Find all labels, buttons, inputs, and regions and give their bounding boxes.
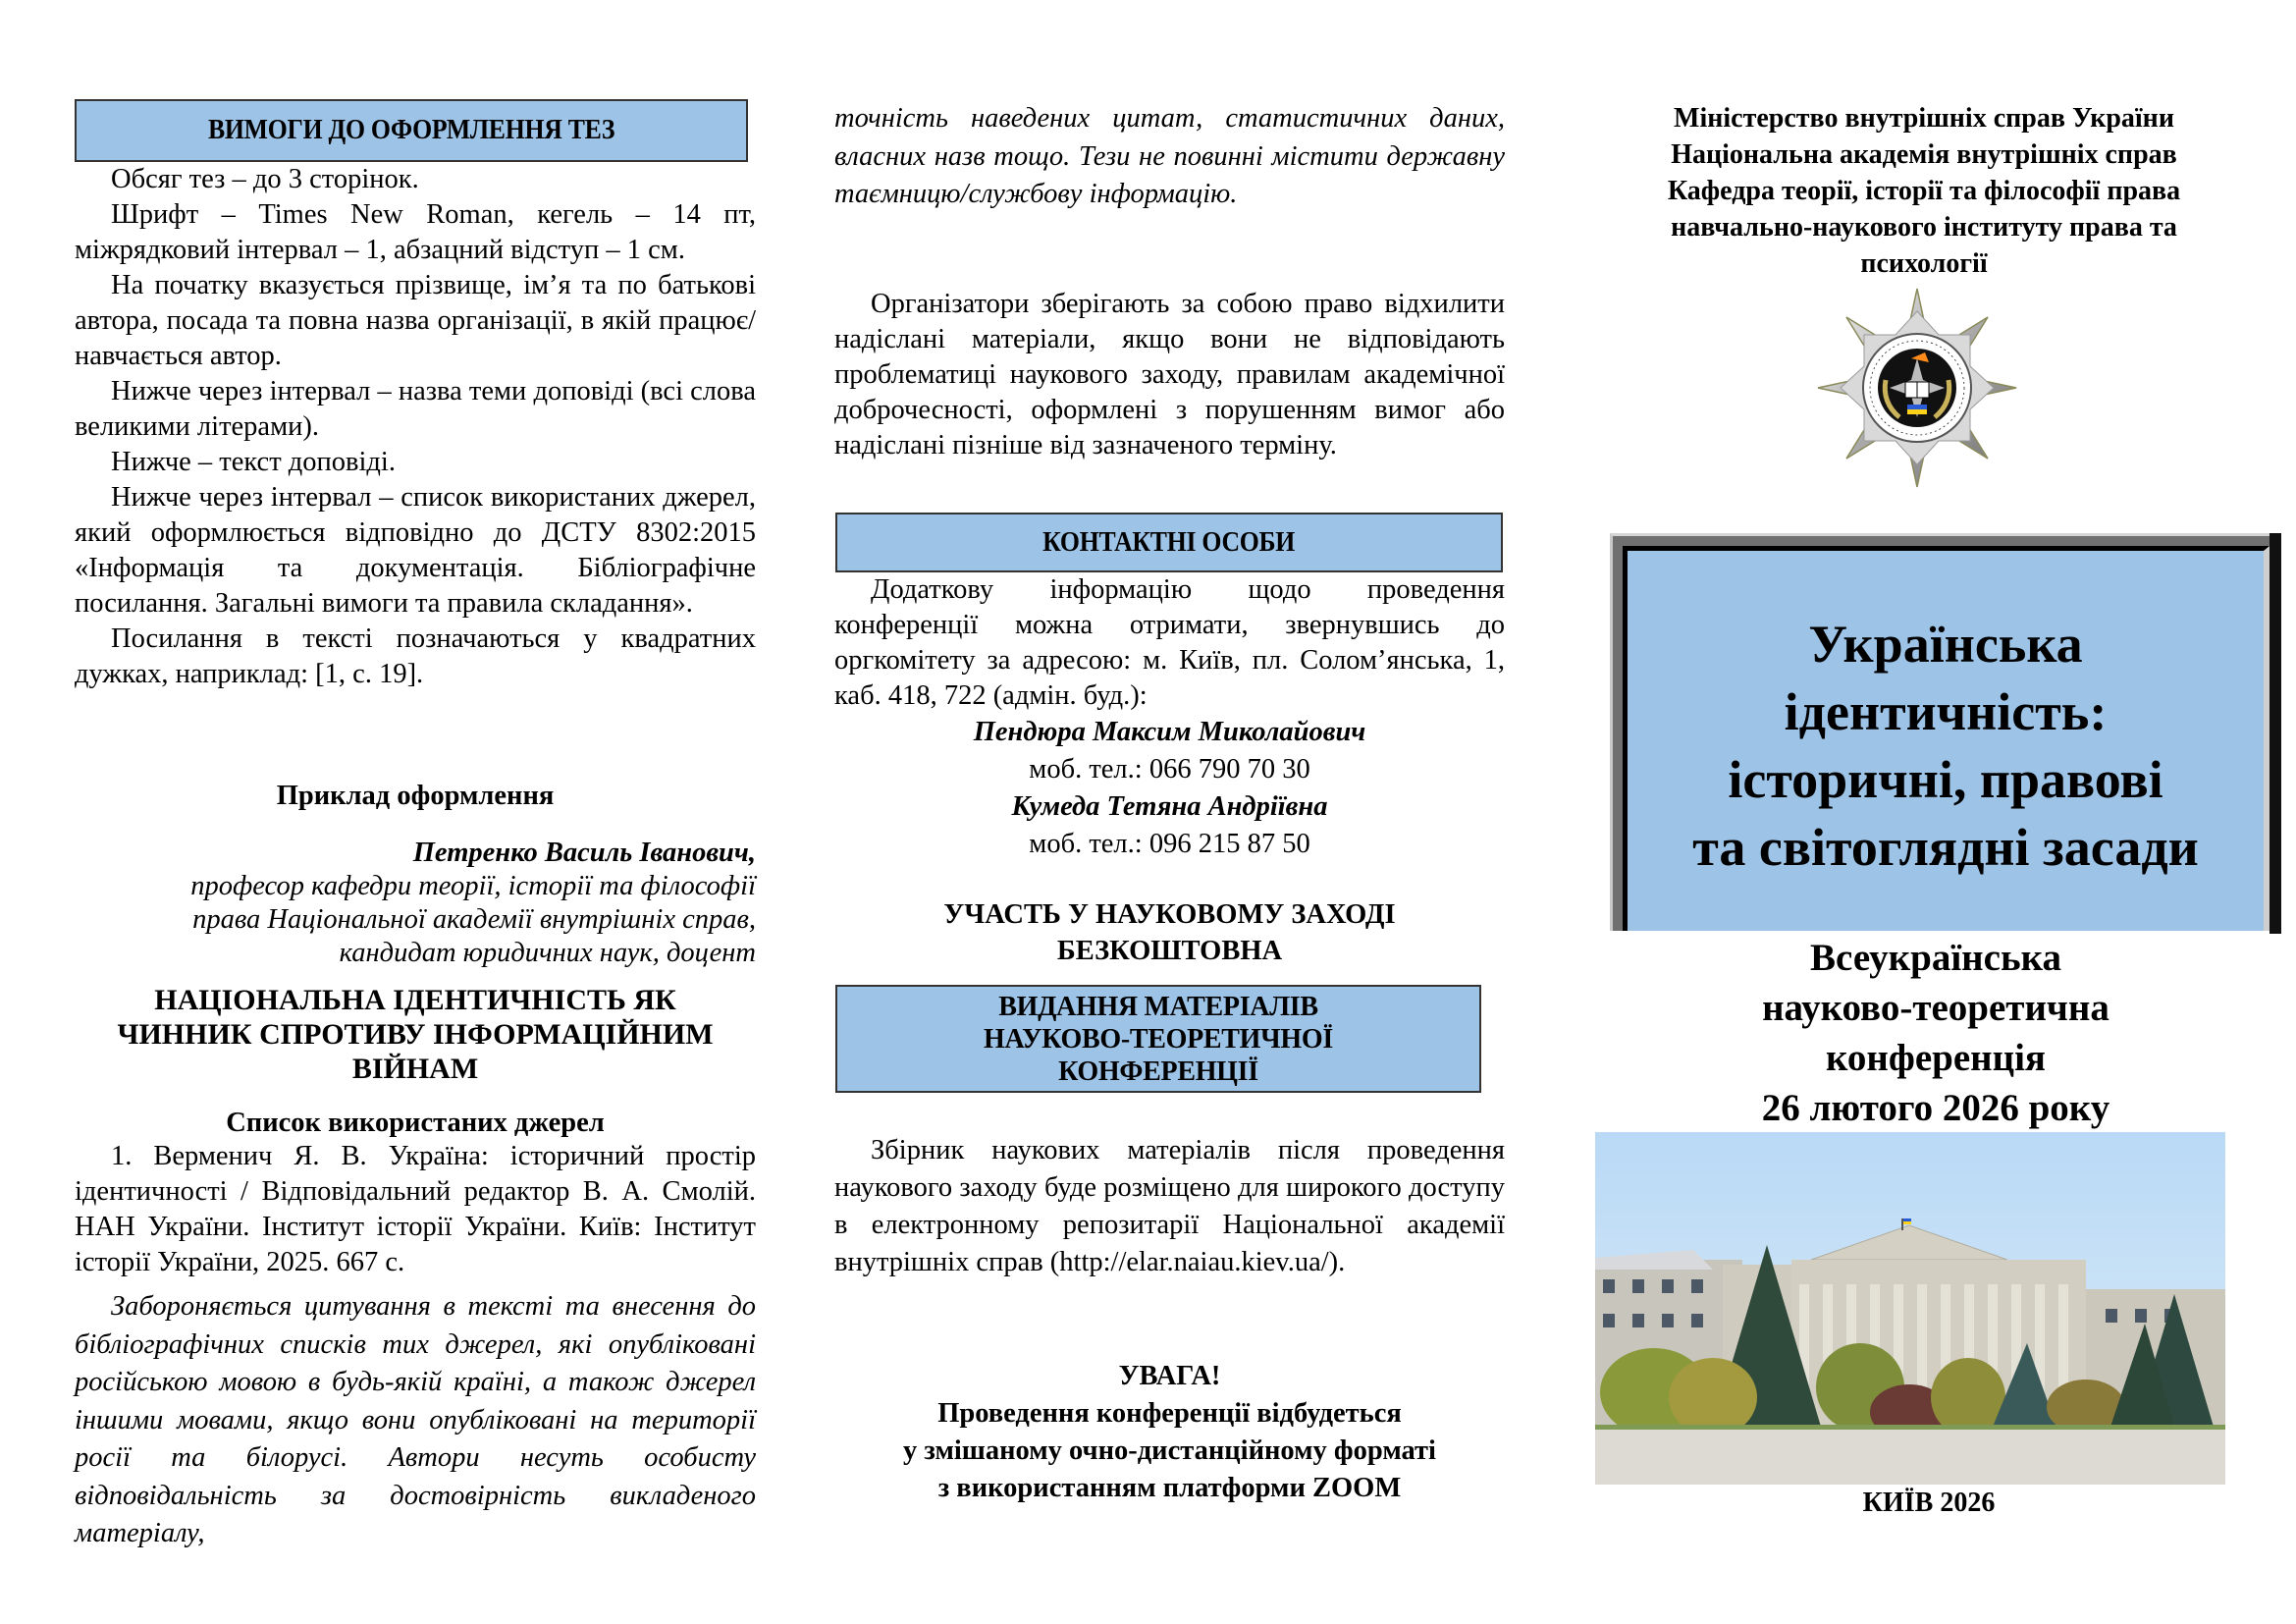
example-title-line: ЧИННИК СПРОТИВУ ІНФОРМАЦІЙНИМ — [117, 1018, 714, 1051]
citation-warning: Забороняється цитування в тексті та внесення до бібліографічних списків тих джерел, які опубліковані російською мовою в будь-якій країні, а також джерел іншими мовами, якщо вони опубліковані на території росії та білорусі. Автори несуть особисту відповідальність за достовірність викладеного матеріалу, — [75, 1291, 756, 1548]
academy-emblem-icon — [1816, 287, 2018, 489]
org-line: Національна академія внутрішніх справ — [1671, 139, 2177, 170]
org-line: навчально-наукового інституту права та — [1671, 212, 2177, 243]
contacts-block — [834, 572, 1505, 863]
attention-line: з використанням платформи ZOOM — [937, 1473, 1402, 1503]
example-position-line: професор кафедри теорії, історії та філософії — [190, 871, 756, 901]
requirement-item: Обсяг тез – до 3 сторінок. — [111, 164, 419, 194]
org-line: Кафедра теорії, історії та філософії права — [1667, 176, 2181, 206]
example-position-line: права Національної академії внутрішніх справ, — [192, 904, 756, 935]
requirements-list — [75, 162, 756, 692]
attention-block — [834, 1358, 1505, 1507]
publication-heading-line: ВИДАННЯ МАТЕРІАЛІВ — [998, 991, 1318, 1022]
conference-type-line: науково-теоретична — [1762, 987, 2109, 1029]
contact-name: Пендюра Максим Миколайович — [973, 717, 1366, 747]
conference-type-line: конференція — [1825, 1037, 2047, 1079]
example-title — [75, 983, 756, 1086]
organization-block — [1590, 100, 2258, 282]
requirement-item: Нижче через інтервал – список використаних джерел, який оформлюється відповідно до ДСТУ 8302:2015 «Інформація та документація. Бібліографічне посилання. Загальні вимоги та правила складання». — [75, 482, 756, 619]
requirement-item: Нижче через інтервал – назва теми доповіді (всі слова великими літерами). — [75, 376, 756, 442]
sources-list — [75, 1139, 756, 1280]
example-author-block — [75, 837, 756, 970]
footer-city-year: КИЇВ 2026 — [1862, 1488, 1996, 1518]
example-heading: Приклад оформлення — [276, 781, 555, 811]
publication-heading-box — [835, 985, 1481, 1093]
requirement-item: Посилання в тексті позначаються у квадратних дужках, наприклад: [1, с. 19]. — [75, 623, 756, 689]
requirement-item: На початку вказується прізвище, ім’я та по батькові автора, посада та повна назва організації, в якій працює/навчається автор. — [75, 270, 756, 371]
org-line: Міністерство внутрішніх справ України — [1674, 103, 2174, 134]
conference-title-box — [1623, 546, 2269, 931]
contacts-heading-box — [835, 513, 1503, 572]
example-title-line: НАЦІОНАЛЬНА ІДЕНТИЧНІСТЬ ЯК — [154, 984, 676, 1016]
contact-phone: моб. тел.: 096 215 87 50 — [1029, 829, 1310, 859]
attention-line: Проведення конференції відбудеться — [937, 1398, 1402, 1429]
conference-info — [1602, 933, 2269, 1133]
example-title-line: ВІЙНАМ — [351, 1053, 479, 1085]
publication-heading-line: КОНФЕРЕНЦІЇ — [1058, 1056, 1258, 1087]
requirement-item: Шрифт – Times New Roman, кегель – 14 пт, міжрядковий інтервал – 1, абзацний відступ – 1 см. — [75, 199, 756, 265]
publication-text: Збірник наукових матеріалів після проведення наукового заходу буде розміщено для широкого доступу в електронному репозитарії Національної академії внутрішніх справ (http://elar.naiau.kiev.ua/). — [834, 1135, 1505, 1277]
requirement-item: Нижче – текст доповіді. — [111, 447, 396, 477]
requirements-heading-box — [75, 99, 748, 162]
conference-title: Українська ідентичність: історичні, правові та світоглядні засади — [1692, 614, 2199, 877]
free-participation: УЧАСТЬ У НАУКОВОМУ ЗАХОДІ БЕЗКОШТОВНА — [943, 899, 1396, 966]
citation-warning-continued: точність наведених цитат, статистичних даних, власних назв тощо. Тези не повинні містити державну таємницю/службову інформацію. — [834, 103, 1505, 209]
organizers-note: Організатори зберігають за собою право відхилити надіслані матеріали, якщо вони не відповідають проблематиці наукового заходу, правилам академічної доброчесності, оформлені з порушенням вимог або надіслані пізніше від зазначеного терміну. — [834, 289, 1505, 460]
example-author: Петренко Василь Іванович, — [412, 838, 756, 868]
source-item: 1. Верменич Я. В. Україна: історичний простір ідентичності / Відповідальний редактор В. А. Смолій. НАН України. Інститут історії України. Київ: Інститут історії України, 2025. 667 с. — [75, 1141, 756, 1277]
academy-building-photo — [1595, 1132, 2225, 1485]
example-position-line: кандидат юридичних наук, доцент — [339, 938, 756, 968]
conference-date: 26 лютого 2026 року — [1761, 1087, 2110, 1129]
org-line: психології — [1860, 248, 1988, 279]
contact-phone: моб. тел.: 066 790 70 30 — [1029, 754, 1310, 785]
contacts-intro: Додаткову інформацію щодо проведення конференції можна отримати, звернувшись до оргкомітету за адресою: м. Київ, пл. Солом’янська, 1, каб. 418, 722 (адмін. буд.): — [834, 574, 1505, 711]
sources-heading: Список використаних джерел — [226, 1108, 605, 1138]
conference-title-frame — [1610, 533, 2269, 931]
conference-type-line: Всеукраїнська — [1810, 937, 2061, 979]
requirements-heading: ВИМОГИ ДО ОФОРМЛЕННЯ ТЕЗ — [207, 115, 615, 145]
attention-line: у змішаному очно-дистанційному форматі — [903, 1435, 1436, 1466]
contact-name: Кумеда Тетяна Андріївна — [1011, 791, 1328, 822]
contacts-heading: КОНТАКТНІ ОСОБИ — [1042, 526, 1296, 558]
attention-heading: УВАГА! — [1118, 1361, 1221, 1391]
publication-heading-line: НАУКОВО-ТЕОРЕТИЧНОЇ — [984, 1023, 1333, 1055]
